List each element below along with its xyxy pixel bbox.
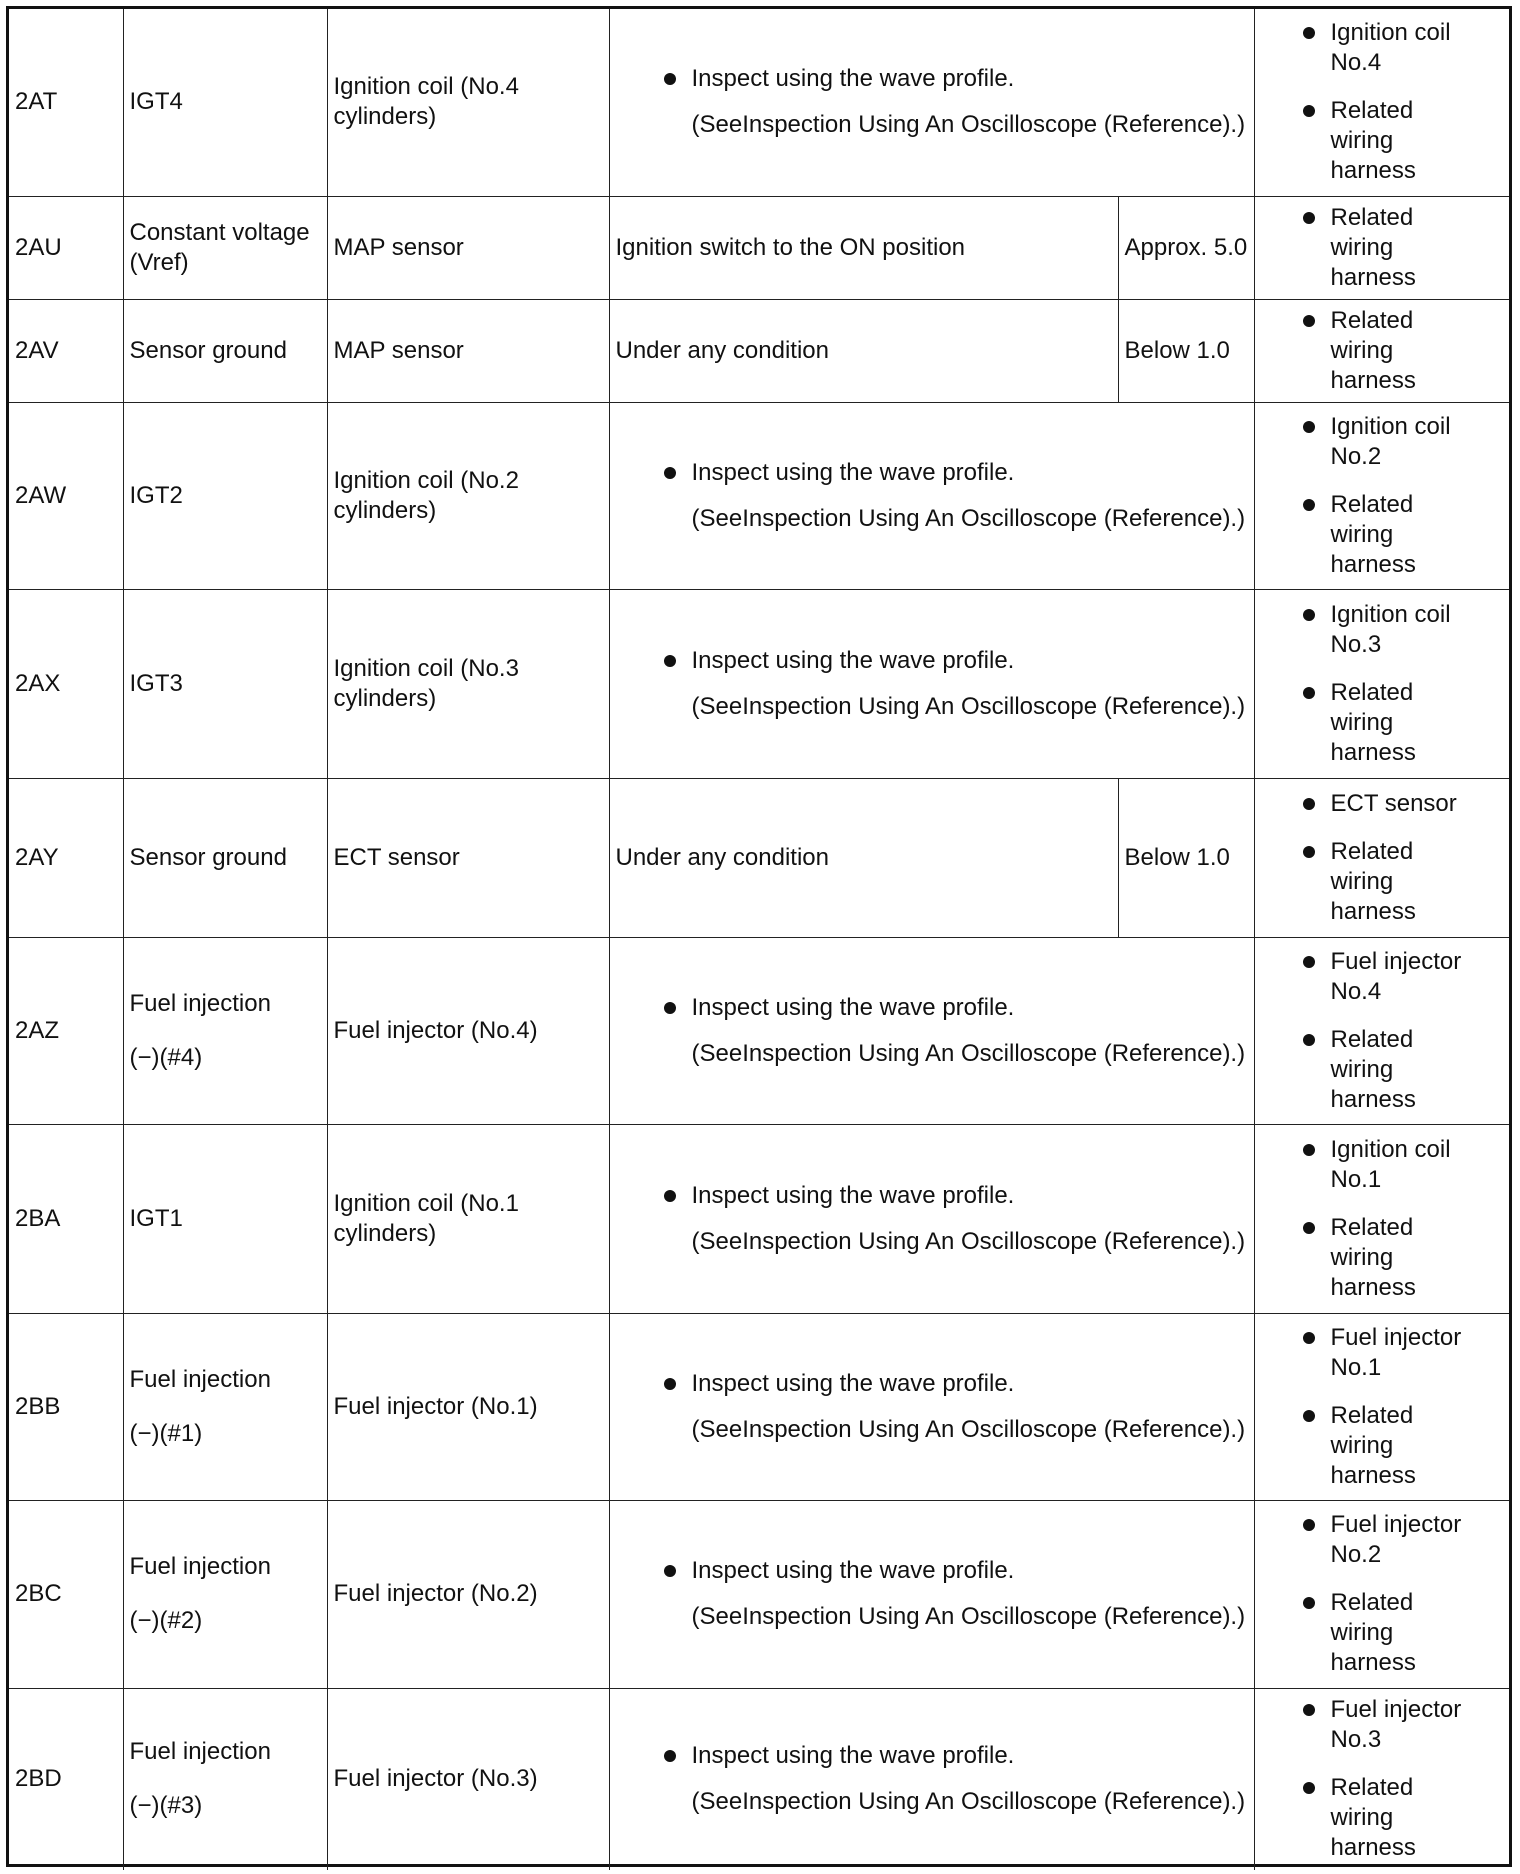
list-item: Related wiring harness — [1303, 306, 1504, 396]
condition-text: Inspect using the wave profile. — [691, 1369, 1015, 1397]
table-row — [9, 937, 1509, 1124]
reference-link[interactable]: (SeeInspection Using An Oscilloscope (Reference).) — [691, 1227, 1246, 1255]
list-item: Fuel injector No.1 — [1303, 1323, 1504, 1383]
bullet-icon — [1303, 798, 1315, 810]
connected-to-cell: Ignition coil (No.2 cylinders) — [327, 402, 609, 589]
signal-polarity: (−)(#1) — [129, 1419, 203, 1447]
connected-to-cell: MAP sensor — [327, 196, 609, 299]
reference-link[interactable]: (SeeInspection Using An Oscilloscope (Reference).) — [691, 1603, 1246, 1630]
list-item: Ignition coil No.3 — [1303, 600, 1504, 660]
list-item: Ignition coil No.1 — [1303, 1135, 1504, 1195]
table-row — [9, 778, 1509, 937]
inspection-item-cell — [1254, 778, 1509, 937]
bullet-icon — [664, 655, 676, 667]
list-item: Related wiring harness — [1303, 490, 1504, 580]
connected-to-cell: Fuel injector (No.3) — [327, 1688, 609, 1870]
inspection-item-cell — [1254, 1124, 1509, 1313]
condition-text: Inspect using the wave profile. — [691, 646, 1015, 674]
condition-text: Inspect using the wave profile. — [691, 993, 1015, 1021]
table-row — [9, 1500, 1509, 1688]
bullet-icon — [1303, 1410, 1315, 1422]
list-item: Related wiring harness — [1303, 1588, 1504, 1678]
inspection-item-cell — [1254, 589, 1509, 778]
table-row — [9, 1688, 1509, 1870]
signal-cell: IGT4 — [123, 9, 327, 196]
table-row — [9, 299, 1509, 402]
list-item: Related wiring harness — [1303, 678, 1504, 768]
reference-link[interactable]: (SeeInspection Using An Oscilloscope (Reference).) — [691, 692, 1246, 720]
reference-link[interactable]: (SeeInspection Using An Oscilloscope (Reference).) — [691, 111, 1246, 139]
connected-to-cell: Ignition coil (No.1 cylinders) — [327, 1124, 609, 1313]
list-item: Related wiring harness — [1303, 1401, 1504, 1491]
connected-to-cell: Ignition coil (No.4 cylinders) — [327, 9, 609, 196]
terminal-cell: 2BD — [9, 1688, 123, 1870]
condition-text: Inspect using the wave profile. — [691, 1181, 1015, 1209]
list-item: Related wiring harness — [1303, 96, 1504, 186]
inspection-item-cell — [1254, 299, 1509, 402]
signal-text: Fuel injection — [129, 989, 271, 1017]
bullet-icon — [1303, 212, 1315, 224]
reference-link[interactable]: (SeeInspection Using An Oscilloscope (Reference).) — [691, 1415, 1246, 1443]
test-condition-cell — [609, 9, 1254, 196]
list-item: Ignition coil No.4 — [1303, 18, 1504, 78]
bullet-icon — [1303, 1144, 1315, 1156]
connected-to-cell: Fuel injector (No.2) — [327, 1500, 609, 1688]
list-item: Related wiring harness — [1303, 1773, 1504, 1863]
terminal-cell: 2BA — [9, 1124, 123, 1313]
bullet-icon — [1303, 27, 1315, 39]
connected-to-cell: ECT sensor — [327, 778, 609, 937]
connected-to-cell: MAP sensor — [327, 299, 609, 402]
test-condition-cell — [609, 1124, 1254, 1313]
bullet-icon — [1303, 421, 1315, 433]
signal-cell: IGT1 — [123, 1124, 327, 1313]
terminal-cell: 2AZ — [9, 937, 123, 1124]
test-condition-cell: Ignition switch to the ON position — [609, 196, 1118, 299]
bullet-icon — [1303, 1332, 1315, 1344]
test-condition-cell — [609, 1500, 1254, 1688]
signal-cell: Sensor ground — [123, 299, 327, 402]
test-condition-cell — [609, 1313, 1254, 1500]
signal-polarity: (−)(#2) — [129, 1607, 203, 1634]
condition-text: Inspect using the wave profile. — [691, 458, 1015, 486]
bullet-icon — [1303, 105, 1315, 117]
signal-polarity: (−)(#4) — [129, 1043, 203, 1071]
list-item: ECT sensor — [1303, 789, 1504, 819]
terminal-cell: 2AV — [9, 299, 123, 402]
signal-text: Fuel injection — [129, 1365, 271, 1393]
inspection-item-cell — [1254, 937, 1509, 1124]
inspection-item-cell — [1254, 9, 1509, 196]
signal-text: Fuel injection — [129, 1738, 271, 1766]
table-row — [9, 196, 1509, 299]
bullet-icon — [1303, 956, 1315, 968]
reference-link[interactable]: (SeeInspection Using An Oscilloscope (Reference).) — [691, 504, 1246, 532]
bullet-icon — [1303, 1597, 1315, 1609]
bullet-icon — [664, 1190, 676, 1202]
bullet-icon — [664, 1002, 676, 1014]
list-item: Related wiring harness — [1303, 1213, 1504, 1303]
terminal-cell: 2AY — [9, 778, 123, 937]
condition-text: Inspect using the wave profile. — [691, 1557, 1015, 1584]
terminal-cell: 2AW — [9, 402, 123, 589]
test-condition-cell: Under any condition — [609, 778, 1118, 937]
table-row — [9, 402, 1509, 589]
list-item: Fuel injector No.4 — [1303, 947, 1504, 1007]
signal-cell: Sensor ground — [123, 778, 327, 937]
signal-cell — [123, 937, 327, 1124]
terminal-voltage-table — [9, 9, 1509, 1870]
test-condition-cell — [609, 402, 1254, 589]
inspection-item-cell — [1254, 1500, 1509, 1688]
test-condition-cell — [609, 1688, 1254, 1870]
signal-text: Fuel injection — [129, 1553, 271, 1580]
signal-cell: Constant voltage (Vref) — [123, 196, 327, 299]
bullet-icon — [664, 1378, 676, 1390]
table-row — [9, 9, 1509, 196]
table-row — [9, 1124, 1509, 1313]
bullet-icon — [1303, 846, 1315, 858]
list-item: Related wiring harness — [1303, 1025, 1504, 1115]
inspection-item-cell — [1254, 402, 1509, 589]
condition-text: Inspect using the wave profile. — [691, 65, 1015, 93]
bullet-icon — [1303, 1704, 1315, 1716]
terminal-cell: 2AX — [9, 589, 123, 778]
list-item: Fuel injector No.2 — [1303, 1510, 1504, 1570]
reference-link[interactable]: (SeeInspection Using An Oscilloscope (Reference).) — [691, 1788, 1246, 1816]
signal-cell: IGT3 — [123, 589, 327, 778]
list-item: Related wiring harness — [1303, 203, 1504, 293]
inspection-item-cell — [1254, 196, 1509, 299]
bullet-icon — [1303, 1222, 1315, 1234]
terminal-table-sheet — [6, 6, 1512, 1867]
test-condition-cell — [609, 589, 1254, 778]
list-item: Related wiring harness — [1303, 837, 1504, 927]
terminal-cell: 2AU — [9, 196, 123, 299]
bullet-icon — [1303, 1782, 1315, 1794]
voltage-cell: Approx. 5.0 — [1118, 196, 1254, 299]
test-condition-cell: Under any condition — [609, 299, 1118, 402]
reference-link[interactable]: (SeeInspection Using An Oscilloscope (Reference).) — [691, 1039, 1246, 1067]
bullet-icon — [1303, 1519, 1315, 1531]
inspection-item-cell — [1254, 1313, 1509, 1500]
connected-to-cell: Fuel injector (No.4) — [327, 937, 609, 1124]
bullet-icon — [1303, 315, 1315, 327]
bullet-icon — [1303, 499, 1315, 511]
voltage-cell: Below 1.0 — [1118, 299, 1254, 402]
list-item: Ignition coil No.2 — [1303, 412, 1504, 472]
bullet-icon — [1303, 609, 1315, 621]
bullet-icon — [664, 1565, 676, 1577]
connected-to-cell: Ignition coil (No.3 cylinders) — [327, 589, 609, 778]
signal-polarity: (−)(#3) — [129, 1792, 203, 1820]
bullet-icon — [1303, 687, 1315, 699]
terminal-cell: 2BC — [9, 1500, 123, 1688]
bullet-icon — [664, 467, 676, 479]
condition-text: Inspect using the wave profile. — [691, 1742, 1015, 1770]
connected-to-cell: Fuel injector (No.1) — [327, 1313, 609, 1500]
list-item: Fuel injector No.3 — [1303, 1695, 1504, 1755]
terminal-cell: 2AT — [9, 9, 123, 196]
bullet-icon — [664, 1750, 676, 1762]
voltage-cell: Below 1.0 — [1118, 778, 1254, 937]
inspection-item-cell — [1254, 1688, 1509, 1870]
test-condition-cell — [609, 937, 1254, 1124]
signal-cell — [123, 1313, 327, 1500]
terminal-cell: 2BB — [9, 1313, 123, 1500]
bullet-icon — [1303, 1034, 1315, 1046]
signal-cell — [123, 1500, 327, 1688]
signal-cell: IGT2 — [123, 402, 327, 589]
table-row — [9, 589, 1509, 778]
signal-cell — [123, 1688, 327, 1870]
bullet-icon — [664, 73, 676, 85]
table-row — [9, 1313, 1509, 1500]
